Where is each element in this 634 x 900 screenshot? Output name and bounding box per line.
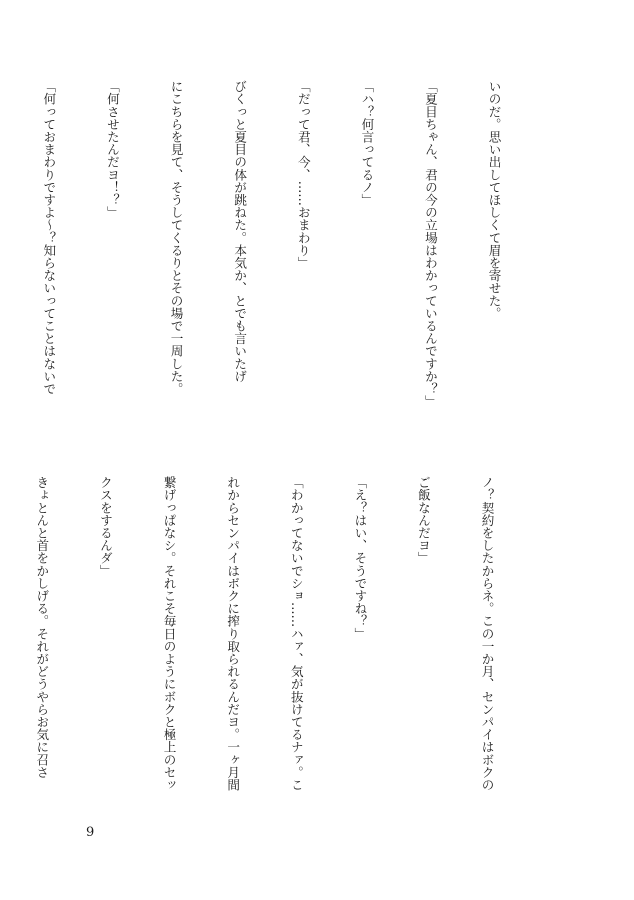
text-line: きょとんと首をかしげる。それがどうやらお気に召さ — [34, 476, 50, 779]
text-line: 「わかってないでショ……ハァ、気が抜けてるナァ。こ — [288, 476, 304, 791]
text-block-bottom — [34, 476, 540, 806]
text-line: 「だって君、今、……おまわり」 — [295, 80, 311, 269]
text-line: 繋げっぱなシ。それこそ毎日のようにボクと極上のセッ — [161, 476, 177, 791]
text-line: 「何させたんだヨ！？」 — [104, 80, 120, 219]
text-line: びくっと夏目の体が跳ねた。本気か、とでも言いたげ — [232, 80, 248, 383]
text-line: れからセンパイはボクに搾り取られるんだヨ。一ヶ月間 — [225, 476, 241, 791]
page-number: 9 — [86, 825, 95, 840]
text-line: ご飯なんだヨ」 — [415, 476, 431, 565]
text-line: いのだ。思い出してほしくて眉を寄せた。 — [486, 80, 502, 320]
text-line: にこちらを見て、そうしてくるりとその場で一周した。 — [168, 80, 184, 395]
text-line: 「ハ？何言ってるノ」 — [359, 80, 375, 206]
text-line: クスをするんダ」 — [97, 476, 113, 577]
text-line: 「え？はい、そうですね？」 — [352, 476, 368, 640]
text-line: 「何っておまわりですよ～？知らないってことはないで — [41, 80, 57, 395]
text-line: 「夏目ちゃん、君の今の立場はわかっているんですか？」 — [422, 80, 438, 408]
text-block-top — [41, 80, 547, 412]
text-line: ノ？契約をしたからネ。この一か月、センパイはボクの — [479, 476, 495, 791]
